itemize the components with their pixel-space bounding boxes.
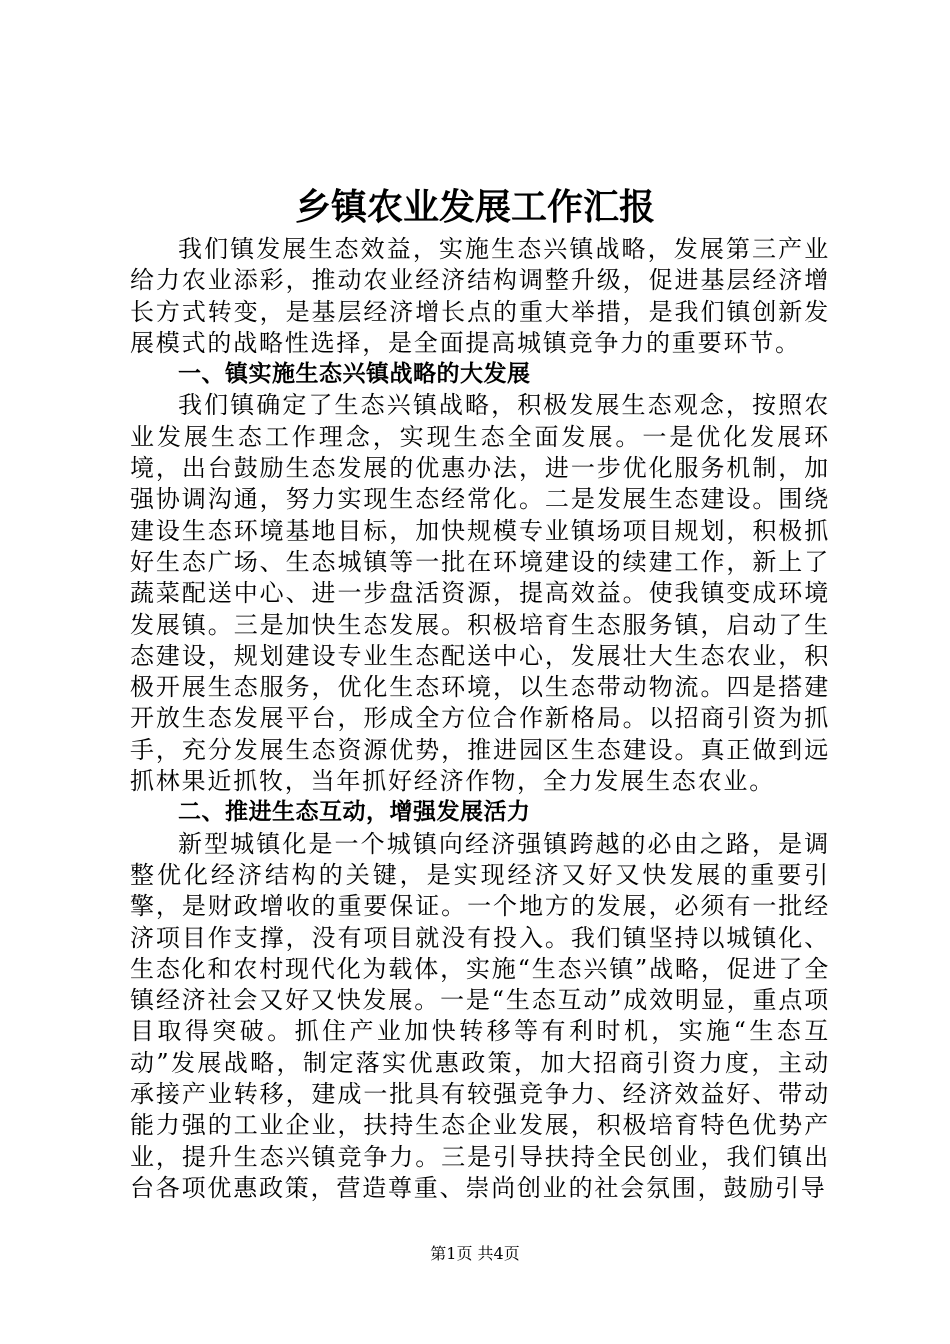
section-2-paragraph: 新型城镇化是一个城镇向经济强镇跨越的必由之路，是调整优化经济结构的关键，是实现经济又好又快发展的重要引擎，是财政增收的重要保证。一个地方的发展，必须有一批经济项目作支撑，没有项目就没有投入。我们镇坚持以城镇化、生态化和农村现代化为载体，实施“生态兴镇”战略，促进了全镇经济社会又好又快发展。一是“生态互动”成效明显，重点项目取得突破。抓住产业加快转移等有利时机，实施“生态互动”发展战略，制定落实优惠政策，加大招商引资力度，主动承接产业转移，建成一批具有较强竞争力、经济效益好、带动能力强的工业企业，扶持生态企业发展，积极培育特色优势产业，提升生态兴镇竞争力。三是引导扶持全民创业，我们镇出台各项优惠政策，营造尊重、崇尚创业的社会氛围，鼓励引导 bbox=[130, 829, 830, 1202]
intro-paragraph: 我们镇发展生态效益，实施生态兴镇战略，发展第三产业给力农业添彩，推动农业经济结构调整升级，促进基层经济增长方式转变，是基层经济增长点的重大举措，是我们镇创新发展模式的战略性选择，是全面提高城镇竞争力的重要环节。 bbox=[130, 235, 830, 357]
document-body bbox=[130, 234, 830, 1204]
section-heading-2: 二、推进生态互动，增强发展活力 bbox=[178, 799, 531, 826]
page-footer: 第1页 共4页 bbox=[430, 1244, 520, 1263]
section-1-paragraph: 我们镇确定了生态兴镇战略，积极发展生态观念，按照农业发展生态工作理念，实现生态全面发展。一是优化发展环境，出台鼓励生态发展的优惠办法，进一步优化服务机制，加强协调沟通，努力实现生态经常化。二是发展生态建设。围绕建设生态环境基地目标，加快规模专业镇场项目规划，积极抓好生态广场、生态城镇等一批在环境建设的续建工作，新上了蔬菜配送中心、进一步盘活资源，提高效益。使我镇变成环境发展镇。三是加快生态发展。积极培育生态服务镇，启动了生态建设，规划建设专业生态配送中心，发展壮大生态农业，积极开展生态服务，优化生态环境，以生态带动物流。四是搭建开放生态发展平台，形成全方位合作新格局。以招商引资为抓手，充分发展生态资源优势，推进园区生态建设。真正做到远抓林果近抓牧，当年抓好经济作物，全力发展生态农业。 bbox=[130, 391, 830, 796]
document-title: 乡镇农业发展工作汇报 bbox=[294, 187, 655, 228]
section-heading-1: 一、镇实施生态兴镇战略的大发展 bbox=[178, 361, 531, 388]
